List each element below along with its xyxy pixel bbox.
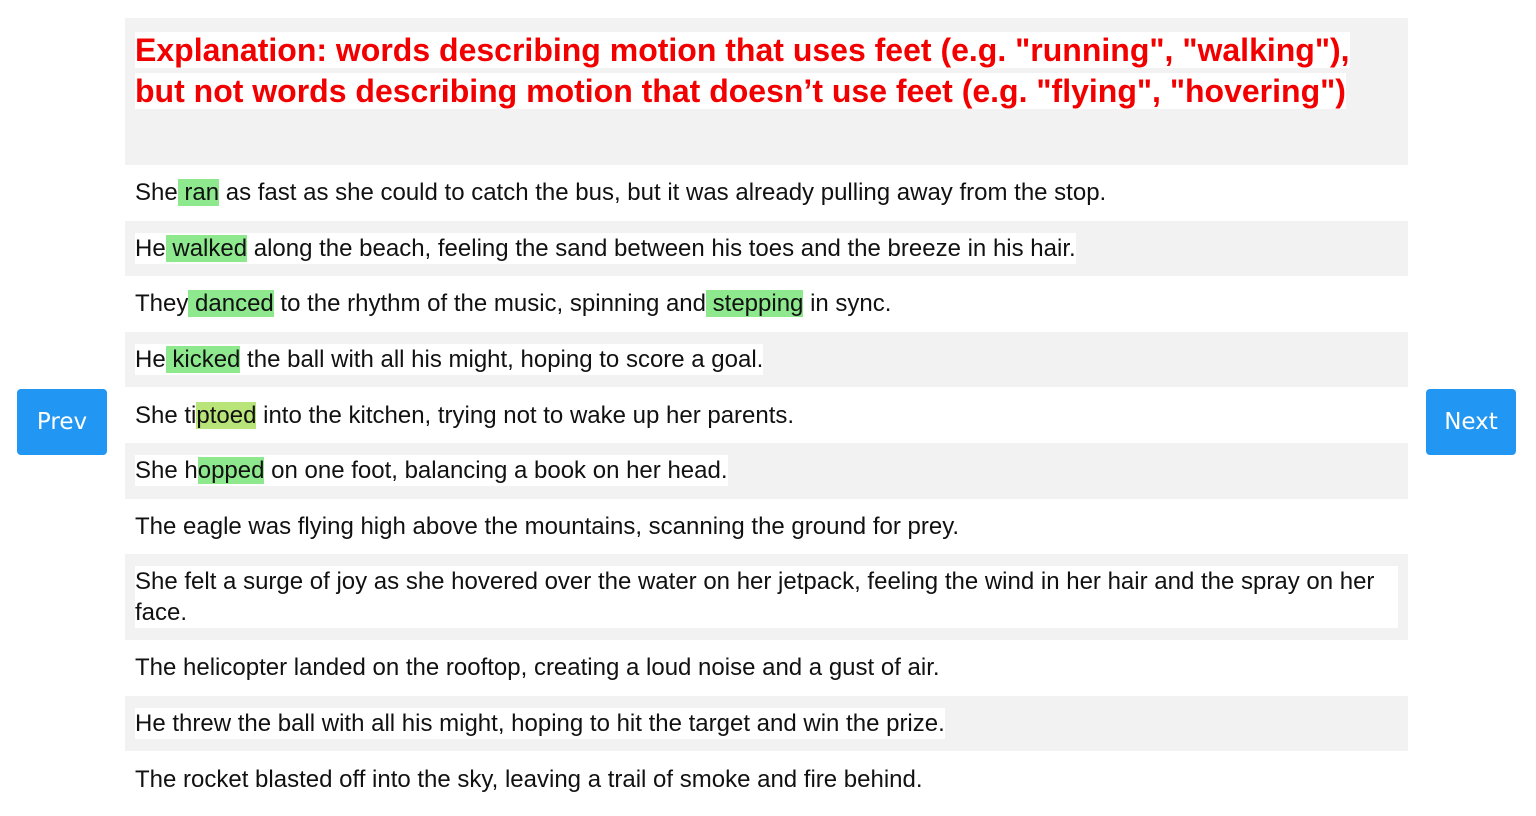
highlighted-token: kicked <box>165 346 241 374</box>
highlighted-token: danced <box>188 290 274 318</box>
list-item <box>125 165 1408 221</box>
list-item <box>125 276 1408 332</box>
highlighted-token: stepping <box>706 290 804 318</box>
sentence-text: in sync. <box>803 290 892 318</box>
list-item <box>125 554 1408 640</box>
sentence-text: She h <box>135 457 198 485</box>
sentence-text: The eagle was flying high above the mountains, scanning the ground for prey. <box>135 512 960 540</box>
list-item <box>125 221 1408 277</box>
prev-button[interactable]: Prev <box>17 389 107 455</box>
sentence-text: They <box>135 290 189 318</box>
list-item <box>125 751 1408 807</box>
list-item <box>125 443 1408 499</box>
list-item <box>125 696 1408 752</box>
sentence-text: to the rhythm of the music, spinning and <box>273 290 706 318</box>
highlighted-token: opped <box>197 457 265 485</box>
list-item <box>125 332 1408 388</box>
sentence-text: The rocket blasted off into the sky, leaving a trail of smoke and fire behind. <box>135 765 923 793</box>
highlighted-token: walked <box>165 234 248 262</box>
highlighted-token: ptoed <box>196 401 257 429</box>
list-item <box>125 640 1408 696</box>
sentence-text: into the kitchen, trying not to wake up her parents. <box>256 401 795 429</box>
sentence-text: The helicopter landed on the rooftop, creating a loud noise and a gust of air. <box>135 654 940 682</box>
explanation-header <box>125 18 1408 165</box>
next-button[interactable]: Next <box>1426 389 1516 455</box>
sentence-text: She ti <box>135 401 197 429</box>
sentence-text: He threw the ball with all his might, hoping to hit the target and win the prize. <box>135 710 945 738</box>
sentence-text: along the beach, feeling the sand between his toes and the breeze in his hair. <box>247 234 1076 262</box>
sentence-text: on one foot, balancing a book on her head. <box>264 457 728 485</box>
sentence-text: She felt a surge of joy as she hovered over the water on her jetpack, feeling the wind in her hair and the spray on her face. <box>135 566 1398 628</box>
highlighted-token: ran <box>177 179 220 207</box>
sentence-text: He <box>135 234 166 262</box>
list-item <box>125 387 1408 443</box>
sentence-text: the ball with all his might, hoping to score a goal. <box>240 346 764 374</box>
explanation-text: Explanation: words describing motion that uses feet (e.g. "running", "walking"), but not words describing motion that doesn’t use feet (e.g. "flying", "hovering") <box>135 32 1350 109</box>
sentence-text: He <box>135 346 166 374</box>
feature-examples-panel <box>125 18 1408 807</box>
sentence-text: She <box>135 179 178 207</box>
sentence-text: as fast as she could to catch the bus, but it was already pulling away from the stop. <box>219 179 1107 207</box>
list-item <box>125 499 1408 555</box>
